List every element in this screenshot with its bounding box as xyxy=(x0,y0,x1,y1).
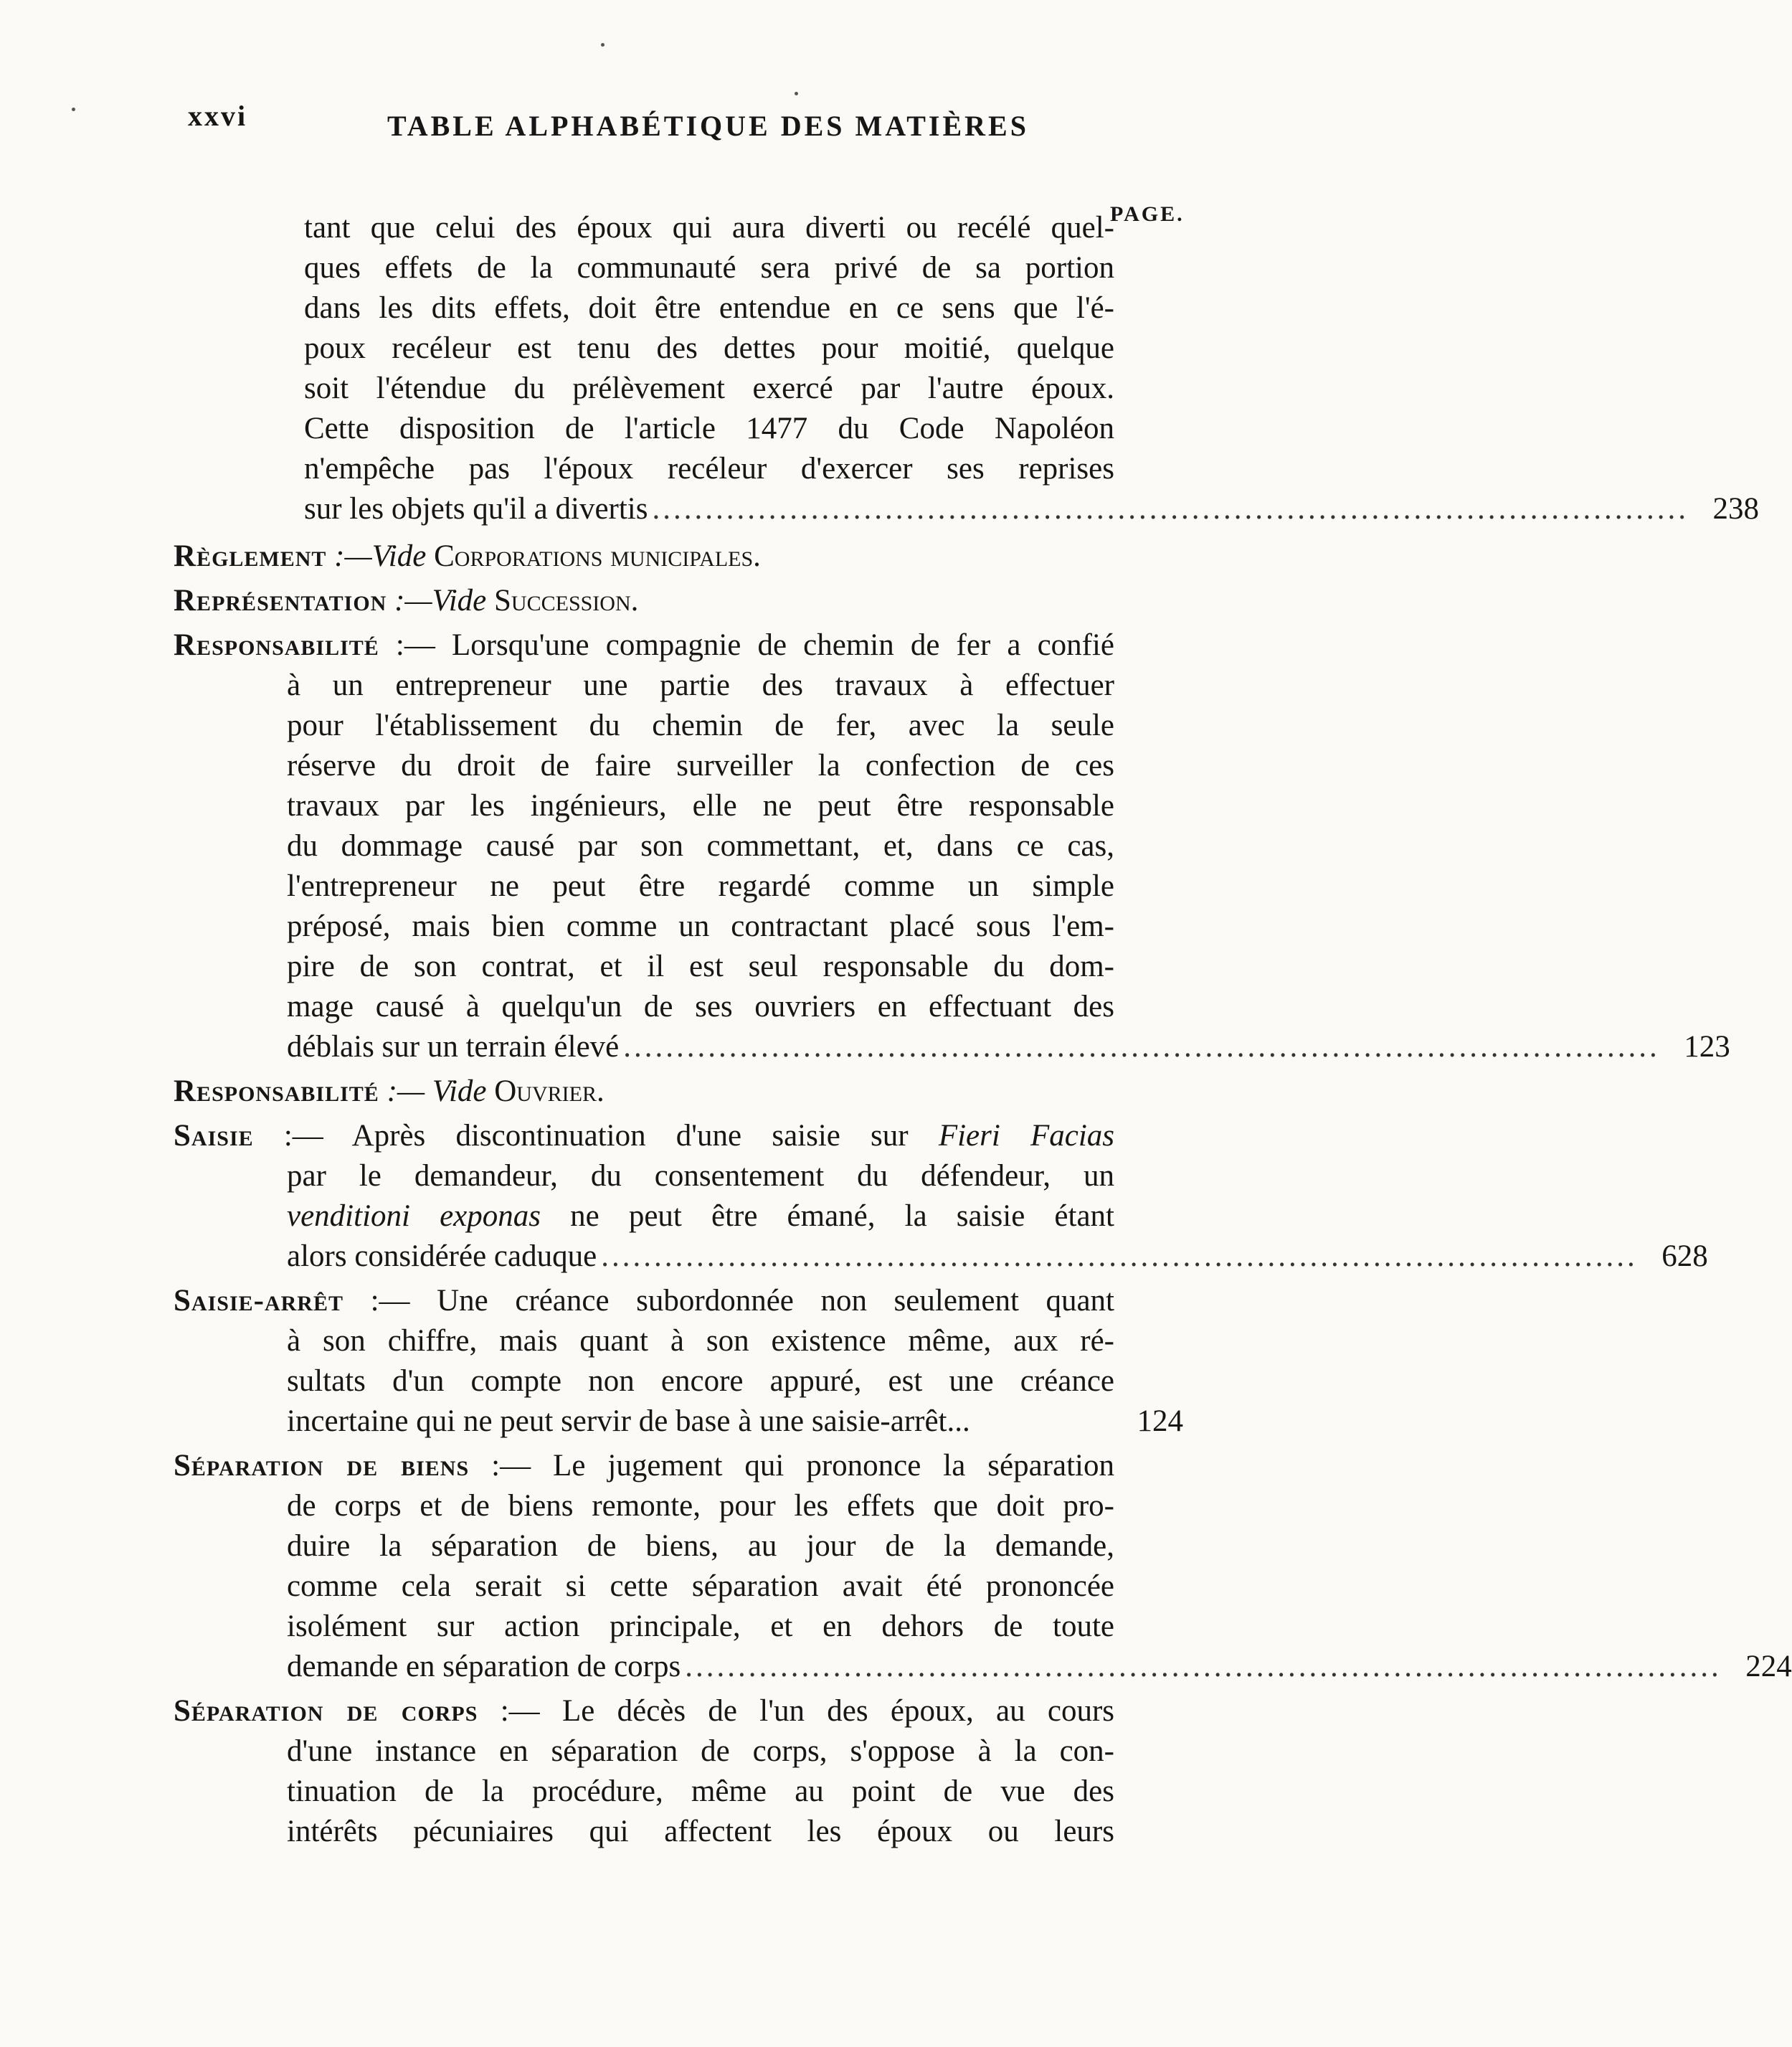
text-line: Cette disposition de l'article 1477 du Code Napoléon xyxy=(304,412,1114,445)
latin-term: venditioni exponas xyxy=(287,1199,541,1233)
text-line: comme cela serait si cette séparation avait été prononcée xyxy=(287,1569,1114,1603)
text-line: pire de son contrat, et il est seul responsable du dom- xyxy=(287,950,1114,983)
index-entry-representation xyxy=(174,581,1114,621)
text-line: à son chiffre, mais quant à son existence même, aux ré- xyxy=(287,1324,1114,1358)
index-entry-responsabilite xyxy=(174,625,1114,666)
dot-leader: .................................................................................................. xyxy=(652,492,1689,526)
latin-term: Fieri Facias xyxy=(938,1119,1115,1153)
entry-heading: Saisie xyxy=(174,1119,254,1153)
text-line: sultats d'un compte non encore appuré, est une créance xyxy=(287,1364,1114,1398)
cross-reference-label: :— Vide xyxy=(387,1074,487,1108)
page-column-label: PAGE. xyxy=(1110,202,1185,226)
text-line: :— Le jugement qui prononce la séparation xyxy=(491,1449,1114,1483)
text-line: dans les dits effets, doit être entendue en ce sens que l'é- xyxy=(304,291,1114,325)
text-line: demande en séparation de corps xyxy=(287,1650,681,1683)
text-fragment: :— Après discontinuation d'une saisie sur xyxy=(283,1119,909,1153)
leader-line xyxy=(287,1027,1730,1067)
text-line: déblais sur un terrain élevé xyxy=(287,1030,620,1064)
entry-heading: Représentation xyxy=(174,584,387,618)
leader-line xyxy=(304,489,1759,529)
text-fragment: ne peut être émané, la saisie étant xyxy=(570,1199,1114,1233)
entry-heading: Séparation de corps xyxy=(174,1694,478,1728)
entry-heading: Saisie-arrêt xyxy=(174,1284,343,1318)
text-line: du dommage causé par son commettant, et, dans ce cas, xyxy=(287,829,1114,863)
text-line: préposé, mais bien comme un contractant placé sous l'em- xyxy=(287,909,1114,943)
text-line: à un entrepreneur une partie des travaux à effectuer xyxy=(287,668,1114,702)
entry-heading: Règlement xyxy=(174,539,327,573)
text-line: tinuation de la procédure, même au point de vue des xyxy=(287,1774,1114,1808)
index-entry-responsabilite-vide xyxy=(174,1072,1114,1112)
text-line: duire la séparation de biens, au jour de la demande, xyxy=(287,1529,1114,1563)
index-entry-saisie-arret xyxy=(174,1281,1114,1321)
text-line: :— Le décès de l'un des époux, au cours xyxy=(500,1694,1115,1728)
running-title: TABLE ALPHABÉTIQUE DES MATIÈRES xyxy=(387,110,1029,142)
page-reference: 238 xyxy=(1712,492,1759,526)
text-line: ques effets de la communauté sera privé de sa portion xyxy=(304,251,1114,285)
page-reference: 628 xyxy=(1661,1239,1708,1273)
text-line: par le demandeur, du consentement du défendeur, un xyxy=(287,1159,1114,1193)
dot-leader: .................................................................................................. xyxy=(623,1030,1660,1064)
index-entry-separation-corps xyxy=(174,1691,1114,1731)
text-line: d'une instance en séparation de corps, s'oppose à la con- xyxy=(287,1734,1114,1768)
text-line: tant que celui des époux qui aura diverti ou recélé quel- xyxy=(304,211,1114,245)
text-line: intérêts pécuniaires qui affectent les époux ou leurs xyxy=(287,1815,1114,1848)
text-line: alors considérée caduque xyxy=(287,1239,597,1273)
leader-line xyxy=(287,1237,1708,1277)
index-entry-reglement xyxy=(174,536,1114,577)
cross-reference-target: Corporations municipales. xyxy=(434,539,761,573)
text-line: travaux par les ingénieurs, elle ne peut être responsable xyxy=(287,789,1114,823)
text-line: incertaine qui ne peut servir de base à une saisie-arrêt... xyxy=(287,1404,970,1438)
text-line: n'empêche pas l'époux recéleur d'exercer ses reprises xyxy=(304,452,1114,486)
cross-reference-target: Ouvrier. xyxy=(494,1074,605,1108)
print-speck xyxy=(601,43,605,47)
text-line: :— Lorsqu'une compagnie de chemin de fer a confié xyxy=(395,628,1115,662)
text-line: réserve du droit de faire surveiller la confection de ces xyxy=(287,749,1114,783)
text-line: de corps et de biens remonte, pour les effets que doit pro- xyxy=(287,1489,1114,1523)
page-reference: 123 xyxy=(1684,1030,1730,1064)
cross-reference-label: :—Vide xyxy=(394,584,487,618)
text-line: soit l'étendue du prélèvement exercé par l'autre époux. xyxy=(304,372,1114,405)
cross-reference-label: :—Vide xyxy=(334,539,427,573)
print-speck xyxy=(795,92,798,95)
text-line xyxy=(287,1196,1114,1237)
page-reference: 124 xyxy=(1137,1404,1183,1438)
text-line: sur les objets qu'il a divertis xyxy=(304,492,648,526)
leader-line xyxy=(287,1647,1792,1687)
entry-heading: Séparation de biens xyxy=(174,1449,470,1483)
text-line: :— Une créance subordonnée non seulement quant xyxy=(370,1284,1115,1318)
entry-heading: Responsabilité xyxy=(174,1074,379,1108)
text-line: mage causé à quelqu'un de ses ouvriers en effectuant des xyxy=(287,990,1114,1023)
text-line: pour l'établissement du chemin de fer, avec la seule xyxy=(287,709,1114,742)
print-speck xyxy=(72,108,75,111)
page-reference: 224 xyxy=(1745,1650,1792,1683)
dot-leader: .................................................................................................. xyxy=(601,1239,1638,1273)
leader-line xyxy=(287,1401,1183,1442)
dot-leader: .................................................................................................. xyxy=(685,1650,1722,1683)
text-line: isolément sur action principale, et en dehors de toute xyxy=(287,1609,1114,1643)
page-folio: xxvi xyxy=(188,100,248,132)
index-entry-separation-biens xyxy=(174,1446,1114,1486)
index-entry-saisie xyxy=(174,1116,1114,1156)
text-line: l'entrepreneur ne peut être regardé comme un simple xyxy=(287,869,1114,903)
cross-reference-target: Succession. xyxy=(494,584,639,618)
entry-heading: Responsabilité xyxy=(174,628,379,662)
text-line: poux recéleur est tenu des dettes pour moitié, quelque xyxy=(304,331,1114,365)
